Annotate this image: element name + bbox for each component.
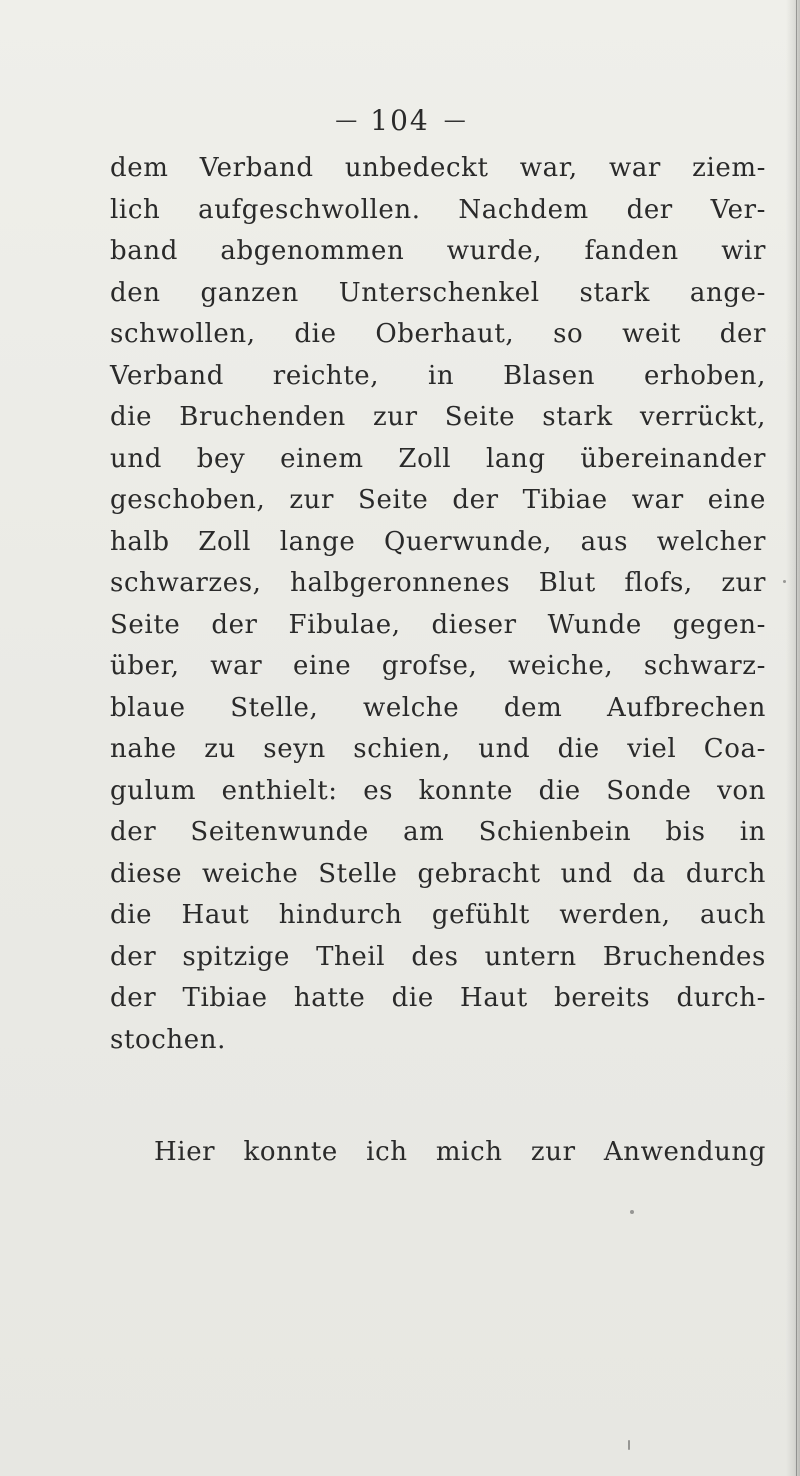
page-header (0, 100, 800, 140)
text-line: Verband reichte, in Blasen erhoben, (110, 360, 766, 391)
text-line: den ganzen Unterschenkel stark ange- (110, 277, 766, 308)
page-edge-line (796, 0, 797, 1476)
text-line: die Haut hindurch gefühlt werden, auch (110, 900, 766, 930)
text-line: schwollen, die Oberhaut, so weit der (110, 319, 766, 349)
text-line: nahe zu seyn schien, und die viel Coa- (110, 734, 766, 764)
text-line: dem Verband unbedeckt war, war ziem- (110, 153, 766, 183)
text-line: und bey einem Zoll lang übereinander (110, 443, 766, 474)
text-line: Hier konnte ich mich zur Anwendung (154, 1137, 766, 1167)
text-line: lich aufgeschwollen. Nachdem der Ver- (110, 194, 766, 225)
text-line: der Tibiae hatte die Haut bereits durch- (110, 983, 766, 1013)
header-dash-left: — (335, 107, 357, 133)
paper-speck (630, 1210, 634, 1214)
paragraph-2 (110, 1132, 766, 1174)
text-line: blaue Stelle, welche dem Aufbrechen (110, 692, 766, 723)
page-number: 104 (370, 103, 430, 137)
text-line: stochen. (110, 1024, 226, 1055)
text-line: der spitzige Theil des untern Bruchendes (110, 941, 766, 972)
page-edge-shadow (786, 0, 800, 1476)
text-line: gulum enthielt: es konnte die Sonde von (110, 775, 766, 806)
text-line: schwarzes, halbgeronnenes Blut flofs, zur (110, 568, 766, 598)
paragraph-1 (110, 148, 766, 1061)
text-line: über, war eine grofse, weiche, schwarz- (110, 651, 766, 681)
header-dash-right: — (443, 107, 465, 133)
text-line: halb Zoll lange Querwunde, aus welcher (110, 526, 766, 557)
text-line: geschoben, zur Seite der Tibiae war eine (110, 485, 766, 515)
text-line: diese weiche Stelle gebracht und da durch (110, 858, 766, 889)
paper-speck (628, 1440, 630, 1450)
text-line: die Bruchenden zur Seite stark verrückt, (110, 402, 766, 432)
text-line: Seite der Fibulae, dieser Wunde gegen- (110, 609, 766, 640)
text-line: der Seitenwunde am Schienbein bis in (110, 817, 766, 847)
text-line: band abgenommen wurde, fanden wir (110, 236, 766, 266)
paper-speck (783, 580, 786, 583)
